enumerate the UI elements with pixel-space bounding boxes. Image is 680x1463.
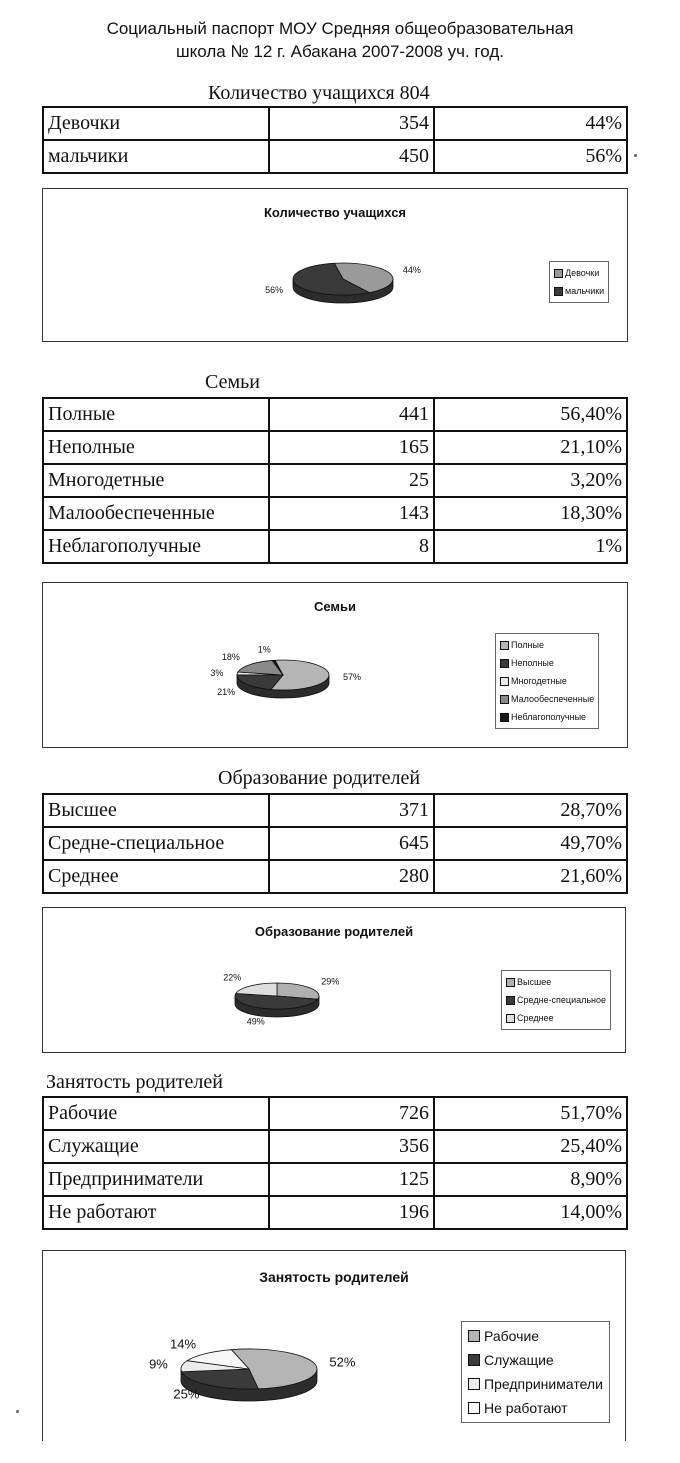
chart-legend (461, 1321, 610, 1423)
legend-item (468, 1396, 603, 1420)
pie-data-label: 3% (210, 668, 224, 679)
legend-swatch (468, 1354, 480, 1366)
legend-swatch (500, 695, 509, 704)
pie-data-label: 25% (173, 1386, 200, 1402)
legend-swatch (468, 1378, 480, 1390)
legend-swatch (554, 269, 563, 278)
families-table (42, 397, 628, 564)
pie-data-label: 22% (223, 972, 242, 983)
legend-label: Неблагополучные (511, 712, 587, 722)
legend-swatch (500, 677, 509, 686)
table-row (43, 827, 627, 860)
table-row (43, 431, 627, 464)
legend-item (500, 708, 594, 726)
table-row (43, 1130, 627, 1163)
table-row (43, 140, 627, 173)
students-table (42, 106, 628, 174)
row-label: мальчики (43, 140, 269, 173)
table-row (43, 1196, 627, 1229)
legend-item (500, 690, 594, 708)
row-percent: 25,40% (434, 1130, 627, 1163)
row-label: Среднее (43, 860, 269, 893)
legend-item (506, 1009, 606, 1027)
table-row (43, 1163, 627, 1196)
table-row (43, 860, 627, 893)
table-row (43, 530, 627, 563)
legend-item (468, 1348, 603, 1372)
row-label: Рабочие (43, 1097, 269, 1130)
table-row (43, 497, 627, 530)
pie-data-label: 52% (329, 1354, 356, 1370)
table-row (43, 464, 627, 497)
row-label: Служащие (43, 1130, 269, 1163)
pie-data-label: 56% (265, 284, 284, 295)
chart-legend (495, 633, 599, 729)
legend-label: мальчики (565, 286, 605, 296)
legend-label: Малообеспеченные (511, 694, 595, 704)
row-percent: 49,70% (434, 827, 627, 860)
row-percent: 21,10% (434, 431, 627, 464)
legend-item (506, 973, 606, 991)
row-count: 645 (269, 827, 434, 860)
row-percent: 8,90% (434, 1163, 627, 1196)
row-count: 125 (269, 1163, 434, 1196)
row-count: 726 (269, 1097, 434, 1130)
row-count: 356 (269, 1130, 434, 1163)
legend-item (500, 636, 594, 654)
table-row (43, 107, 627, 140)
row-label: Девочки (43, 107, 269, 140)
legend-item (554, 282, 604, 300)
legend-label: Многодетные (511, 676, 567, 686)
row-label: Многодетные (43, 464, 269, 497)
pie-data-label: 1% (257, 644, 271, 655)
row-percent: 18,30% (434, 497, 627, 530)
families-chart (42, 582, 628, 748)
legend-item (468, 1372, 603, 1396)
row-count: 143 (269, 497, 434, 530)
students-pie (43, 189, 627, 341)
legend-label: Девочки (565, 268, 600, 278)
chart-legend (501, 970, 611, 1030)
pie-data-label: 29% (321, 976, 340, 987)
row-label: Неполные (43, 431, 269, 464)
row-label: Высшее (43, 794, 269, 827)
row-label: Предприниматели (43, 1163, 269, 1196)
row-percent: 1% (434, 530, 627, 563)
document-title-line-2: школа № 12 г. Абакана 2007-2008 уч. год. (176, 42, 504, 61)
pie-data-label: 21% (217, 687, 236, 698)
legend-swatch (506, 978, 515, 987)
row-percent: 14,00% (434, 1196, 627, 1229)
legend-swatch (506, 1014, 515, 1023)
education-table (42, 793, 628, 894)
row-count: 354 (269, 107, 434, 140)
pie-data-label: 9% (149, 1356, 168, 1372)
row-count: 371 (269, 794, 434, 827)
legend-label: Рабочие (484, 1328, 540, 1344)
students-chart (42, 188, 628, 342)
row-percent: 51,70% (434, 1097, 627, 1130)
row-percent: 3,20% (434, 464, 627, 497)
legend-swatch (500, 641, 509, 650)
row-percent: 56,40% (434, 398, 627, 431)
pie-data-label: 49% (246, 1016, 265, 1027)
legend-item (500, 672, 594, 690)
legend-swatch (468, 1330, 480, 1342)
row-label: Не работают (43, 1196, 269, 1229)
scan-speck (634, 154, 637, 157)
families-caption: Семьи (205, 371, 260, 393)
legend-swatch (554, 287, 563, 296)
document-title-line-1: Социальный паспорт МОУ Средняя общеобразовательная (106, 19, 574, 38)
pie-data-label: 18% (221, 652, 240, 663)
legend-label: Высшее (517, 977, 552, 987)
legend-item (500, 654, 594, 672)
chart-title: Образование родителей (254, 924, 414, 939)
legend-label: Средне-специальное (517, 995, 607, 1005)
legend-label: Не работают (484, 1400, 568, 1416)
chart-legend (549, 261, 609, 303)
row-percent: 28,70% (434, 794, 627, 827)
education-caption: Образование родителей (218, 767, 421, 789)
row-label: Полные (43, 398, 269, 431)
pie-slice (236, 983, 277, 996)
row-count: 280 (269, 860, 434, 893)
row-percent: 56% (434, 140, 627, 173)
students-caption: Количество учащихся 804 (208, 82, 430, 104)
table-row (43, 398, 627, 431)
row-count: 8 (269, 530, 434, 563)
table-row (43, 794, 627, 827)
legend-label: Служащие (484, 1352, 554, 1368)
legend-swatch (506, 996, 515, 1005)
row-count: 25 (269, 464, 434, 497)
employment-table (42, 1096, 628, 1230)
legend-swatch (500, 713, 509, 722)
chart-title: Семьи (313, 599, 357, 614)
legend-item (468, 1324, 603, 1348)
chart-title: Занятость родителей (259, 1269, 409, 1285)
table-row (43, 1097, 627, 1130)
row-count: 165 (269, 431, 434, 464)
employment-caption: Занятость родителей (46, 1071, 223, 1093)
row-label: Малообеспеченные (43, 497, 269, 530)
row-count: 196 (269, 1196, 434, 1229)
pie-data-label: 44% (402, 265, 421, 276)
legend-swatch (500, 659, 509, 668)
row-label: Средне-специальное (43, 827, 269, 860)
pie-data-label: 57% (342, 672, 361, 683)
legend-item (554, 264, 604, 282)
education-chart (42, 907, 626, 1053)
legend-label: Полные (511, 640, 544, 650)
chart-title: Количество учащихся (263, 205, 407, 220)
row-label: Неблагополучные (43, 530, 269, 563)
employment-chart (42, 1250, 626, 1441)
legend-item (506, 991, 606, 1009)
legend-swatch (468, 1402, 480, 1414)
row-count: 441 (269, 398, 434, 431)
row-percent: 21,60% (434, 860, 627, 893)
scan-speck (16, 1410, 19, 1413)
row-count: 450 (269, 140, 434, 173)
legend-label: Предприниматели (484, 1376, 603, 1392)
row-percent: 44% (434, 107, 627, 140)
legend-label: Неполные (511, 658, 554, 668)
legend-label: Среднее (517, 1013, 554, 1023)
pie-data-label: 14% (170, 1336, 197, 1352)
